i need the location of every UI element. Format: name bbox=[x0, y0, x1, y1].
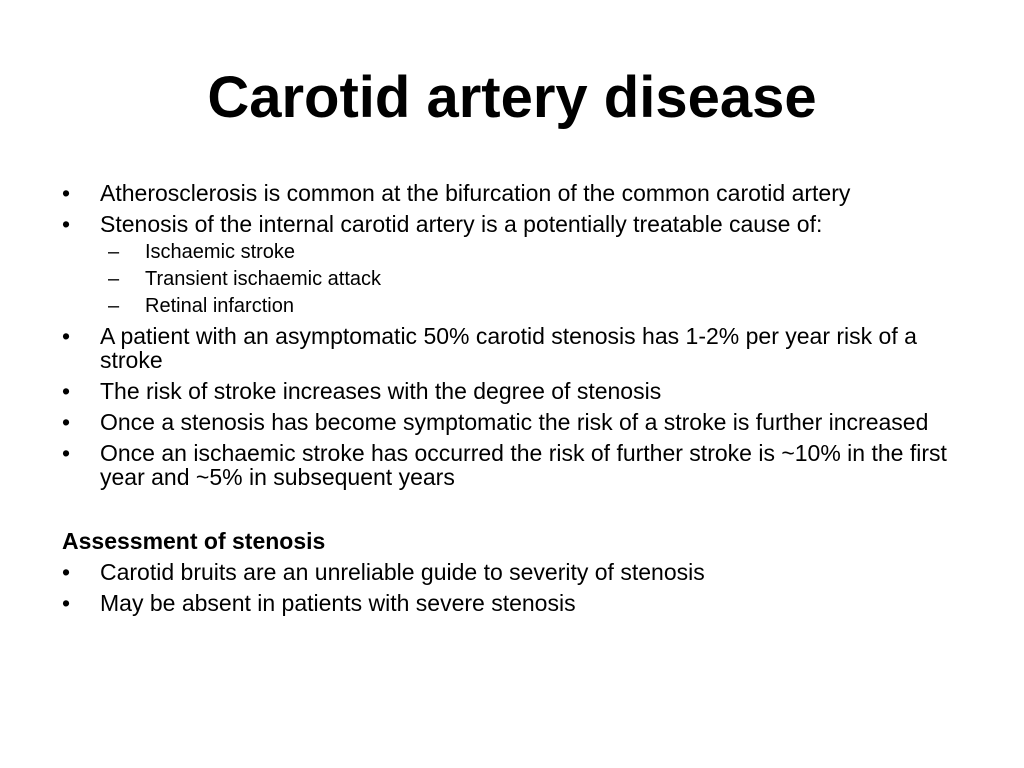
bullet-item bbox=[62, 410, 972, 434]
bullet-text: Stenosis of the internal carotid artery is a potentially treatable cause of: bbox=[100, 211, 823, 237]
assessment-heading: Assessment of stenosis bbox=[62, 528, 326, 554]
bullet-marker: • bbox=[62, 211, 71, 237]
bullet-item bbox=[62, 379, 972, 403]
sub-bullet-text: Transient ischaemic attack bbox=[145, 268, 382, 290]
assessment-bullet-item bbox=[62, 560, 972, 584]
bullet-item bbox=[62, 441, 972, 489]
bullet-text: Once a stenosis has become symptomatic the risk of a stroke is further increased bbox=[100, 409, 929, 435]
sub-bullet-text: Retinal infarction bbox=[145, 295, 294, 317]
sub-bullet-list bbox=[62, 241, 972, 317]
bullet-marker: • bbox=[62, 590, 71, 616]
bullet-text: Carotid bruits are an unreliable guide to severity of stenosis bbox=[100, 559, 705, 585]
bullet-text: Once an ischaemic stroke has occurred the risk of further stroke is ~10% in the first year and ~5% in subsequent years bbox=[100, 440, 947, 490]
bullet-marker: • bbox=[62, 440, 71, 466]
bullet-text: The risk of stroke increases with the degree of stenosis bbox=[100, 378, 662, 404]
slide-content bbox=[62, 181, 972, 622]
bullet-marker: • bbox=[62, 180, 71, 206]
bullet-marker: • bbox=[62, 378, 71, 404]
sub-bullet-text: Ischaemic stroke bbox=[145, 241, 296, 263]
sub-bullet-marker: – bbox=[108, 241, 120, 263]
sub-bullet-item bbox=[62, 241, 972, 263]
slide-title: Carotid artery disease bbox=[207, 65, 817, 130]
sub-bullet-item bbox=[62, 295, 972, 317]
bullet-marker: • bbox=[62, 559, 71, 585]
sub-bullet-marker: – bbox=[108, 295, 120, 317]
bullet-item bbox=[62, 212, 972, 236]
bullet-text: Atherosclerosis is common at the bifurcation of the common carotid artery bbox=[100, 180, 851, 206]
bullet-marker: • bbox=[62, 323, 71, 349]
bullet-text: A patient with an asymptomatic 50% carotid stenosis has 1-2% per year risk of a stroke bbox=[100, 323, 917, 373]
bullet-marker: • bbox=[62, 409, 71, 435]
bullet-item bbox=[62, 181, 972, 205]
bullet-item bbox=[62, 324, 972, 372]
sub-bullet-marker: – bbox=[108, 268, 120, 290]
sub-bullet-item bbox=[62, 268, 972, 290]
bullet-text: May be absent in patients with severe stenosis bbox=[100, 590, 576, 616]
assessment-bullet-item bbox=[62, 591, 972, 615]
